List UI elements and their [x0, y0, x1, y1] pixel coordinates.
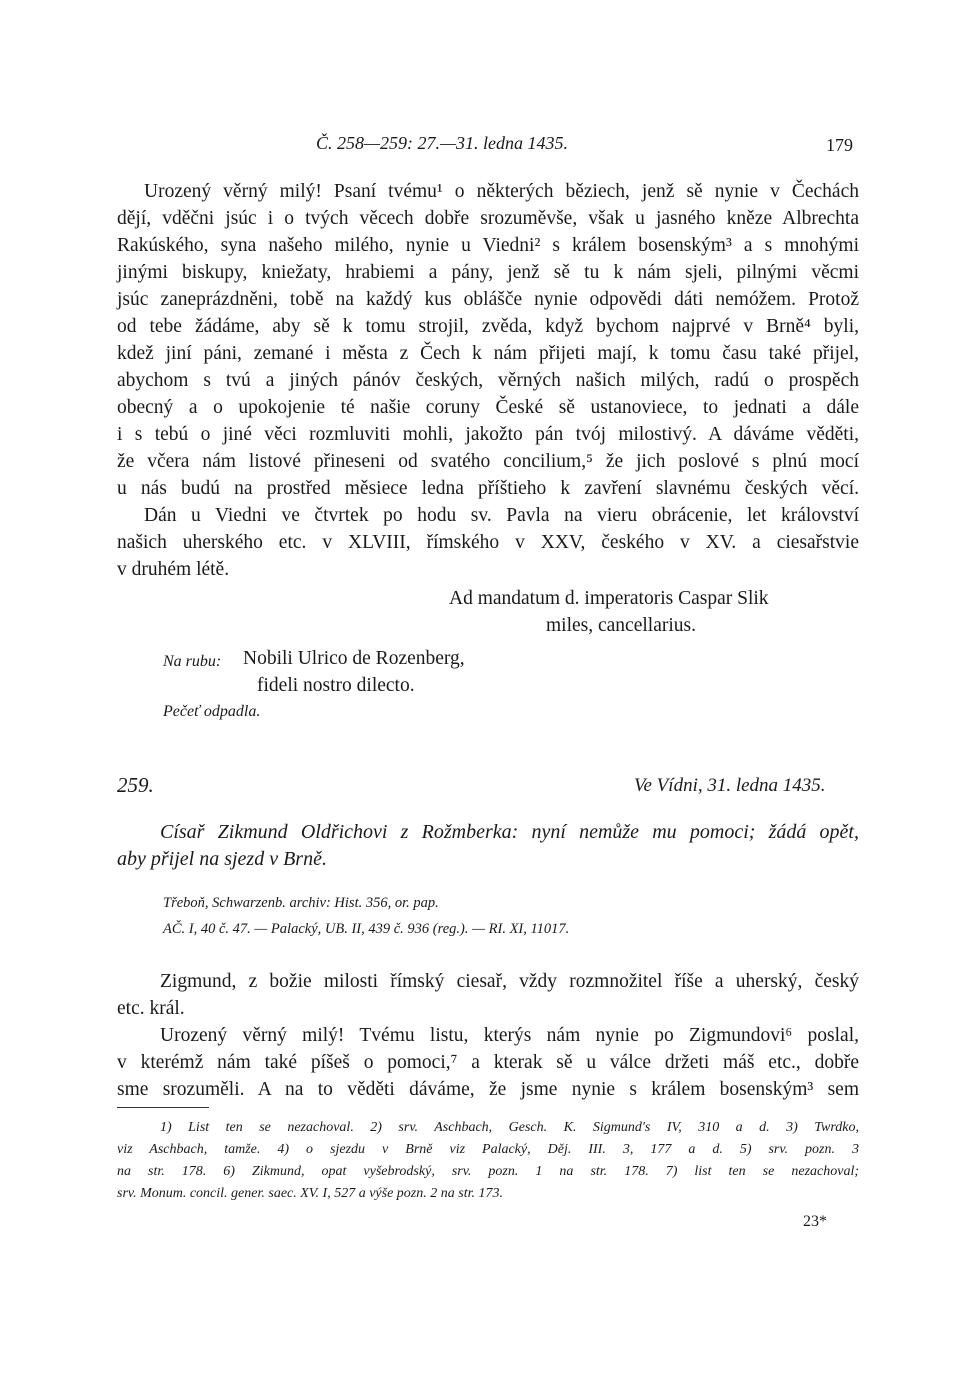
address-line: Nobili Ulrico de Rozenberg, [243, 648, 465, 669]
source-line: Třeboň, Schwarzenb. archiv: Hist. 356, or. pap. [163, 895, 439, 911]
seal-note: Pečeť odpadla. [163, 703, 261, 720]
text-line: Dán u Viedni ve čtvrtek po hodu sv. Pavla na vieru obrácenie, let království [144, 505, 859, 526]
text-line: Urozený věrný milý! Tvému listu, kterýs nám nynie po Zigmundovi⁶ poslal, [160, 1025, 859, 1046]
text-line: našich uherského etc. v XLVIII, římského v XXV, českého v XV. a ciesařstvie [117, 532, 859, 553]
footnote-line: viz Aschbach, tamže. 4) o sjezdu v Brně viz Palacký, Děj. III. 3, 177 a d. 5) srv. pozn. 3 [117, 1142, 859, 1157]
text-line: i s tebú o jiné věci rozmluviti mohli, jakožto pán tvój milostivý. A dáváme věděti, [117, 424, 859, 445]
page-number: 179 [826, 135, 853, 155]
running-title: Č. 258—259: 27.—31. ledna 1435. [316, 133, 568, 153]
text-line: Urozený věrný milý! Psaní tvému¹ o některých běziech, jenž sě nynie v Čechách [144, 181, 859, 202]
text-line: v druhém létě. [117, 559, 230, 580]
document-number: 259. [117, 773, 154, 797]
text-line: kdež jiní páni, zemané i města z Čech k nám přijeti mají, k tomu času také přijel, [117, 343, 859, 364]
text-line: sme srozuměli. A na to věděti dáváme, že jsme nynie s králem bosenským³ sem [117, 1079, 859, 1100]
text-line: jsúc zaneprázdněni, tobě na každý kus oblášče nynie odpovědi dáti nemóžem. Protož [117, 289, 859, 310]
source-line: AČ. I, 40 č. 47. — Palacký, UB. II, 439 č. 936 (reg.). — RI. XI, 11017. [163, 921, 570, 937]
text-line: Rakúského, syna našeho milého, nynie u Viedni² s králem bosenským³ a s mnohými [117, 235, 859, 256]
text-line: abychom s tvú a jiných pánóv českých, věrných našich milých, radú o prospěch [117, 370, 859, 391]
text-line: jinými biskupy, kniežaty, hrabiemi a pány, jenž sě tu k nám sjeli, pilnými věcmi [117, 262, 859, 283]
text-line: v kterémž nám také píšeš o pomoci,⁷ a kterak sě u válce držeti máš etc., dobře [117, 1052, 859, 1073]
text-line: etc. král. [117, 998, 185, 1019]
text-line: dějí, vděčni jsúc i o tvých věcech dobře srozuměvše, však u jasného kněze Albrechta [117, 208, 859, 229]
text-line: u nás budú na prostřed měsiece ledna příštieho k zavření slavnému českých věcí. [117, 478, 859, 499]
signature-line: Ad mandatum d. imperatoris Caspar Slik [449, 588, 769, 609]
signature-mark: 23* [803, 1213, 827, 1230]
regest-line: Císař Zikmund Oldřichovi z Rožmberka: nyní nemůže mu pomoci; žádá opět, [160, 821, 859, 843]
footnote-line: srv. Monum. concil. gener. saec. XV. I, 527 a výše pozn. 2 na str. 173. [117, 1186, 503, 1201]
text-line: obecný a o upokojenie té našie coruny České sě ustanoviece, to jednati a dále [117, 397, 859, 418]
footnote-line: 1) List ten se nezachoval. 2) srv. Aschbach, Gesch. K. Sigmund's IV, 310 a d. 3) Twrdko, [160, 1120, 859, 1135]
address-label: Na rubu: [163, 653, 222, 670]
text-line: od tebe žádáme, aby sě k tomu strojil, zvěda, když bychom najprvé v Brně⁴ byli, [117, 316, 859, 337]
address-line: fideli nostro dilecto. [257, 675, 415, 696]
regest-line: aby přijel na sjezd v Brně. [117, 848, 327, 870]
footnote-line: na str. 178. 6) Zikmund, opat vyšebrodský, srv. pozn. 1 na str. 178. 7) list ten se nezachoval; [117, 1164, 859, 1179]
document-place-date: Ve Vídni, 31. ledna 1435. [634, 775, 826, 796]
footnote-rule [117, 1107, 209, 1108]
text-line: Zigmund, z božie milosti římský ciesař, vždy rozmnožitel říše a uherský, český [160, 971, 859, 992]
text-line: že včera nám listové přineseni od svatého concilium,⁵ že jich poslové s plnú mocí [117, 451, 859, 472]
signature-line: miles, cancellarius. [546, 615, 696, 636]
